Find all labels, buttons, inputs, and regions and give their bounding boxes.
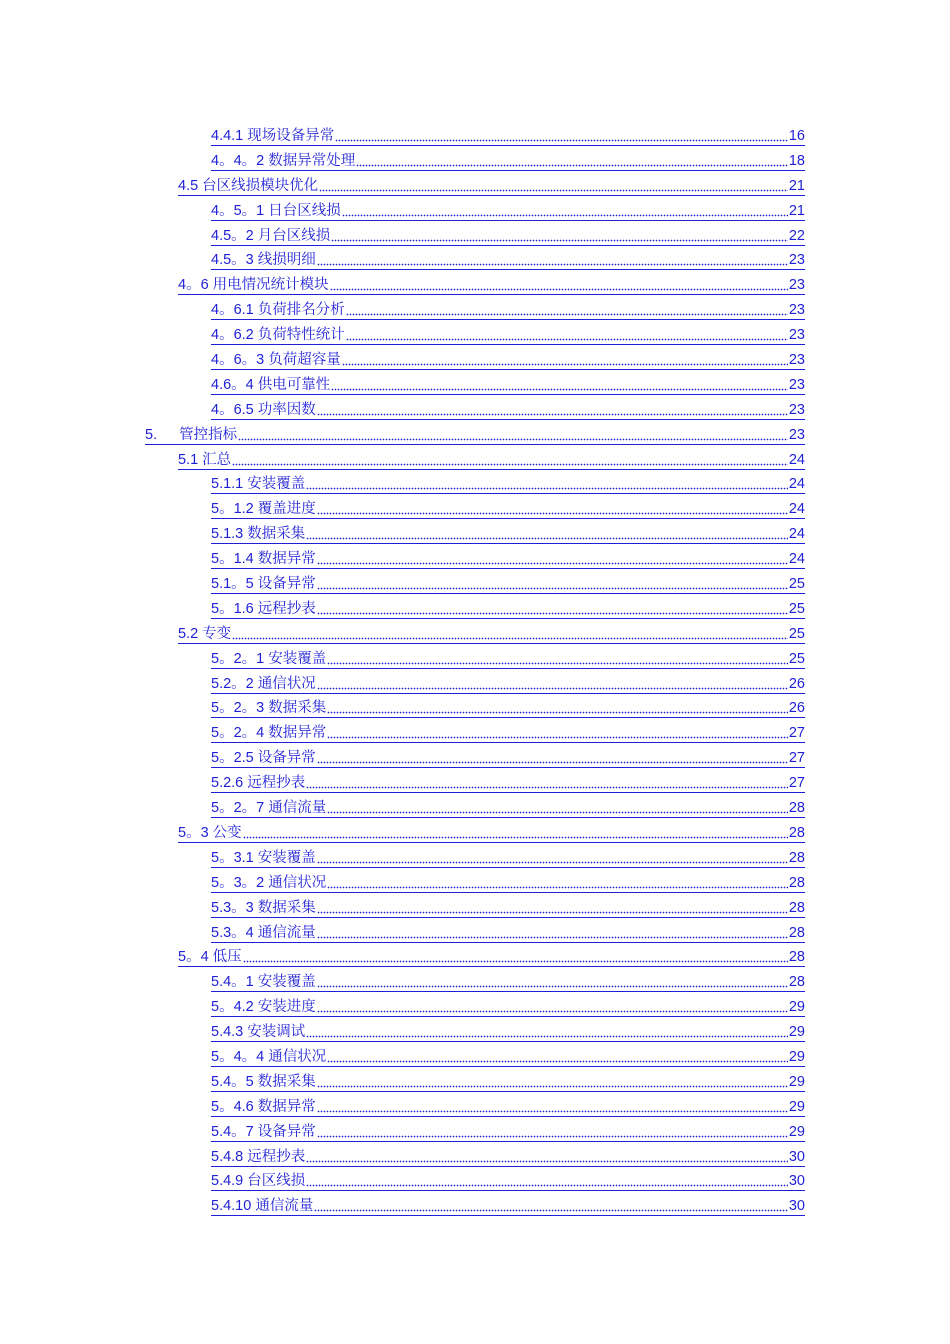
toc-entry-title <box>211 676 316 693</box>
toc-entry-link[interactable] <box>211 1097 805 1117</box>
toc-entry-link[interactable] <box>211 723 805 743</box>
toc-entry-link[interactable] <box>211 798 805 818</box>
toc-entry-title-text: 5.4.3 安装调试 <box>211 1024 306 1041</box>
toc-entry-link[interactable] <box>211 250 805 270</box>
toc-page-number: 25 <box>788 625 805 642</box>
toc-entry-link[interactable] <box>211 997 805 1017</box>
toc-entry <box>0 546 950 571</box>
toc-entry-title-text: 5。2。7 通信流量 <box>211 800 327 817</box>
toc-entry-link[interactable] <box>211 524 805 544</box>
toc-page-number: 29 <box>788 1098 805 1115</box>
toc-entry-title <box>211 228 330 245</box>
toc-dot-leader <box>314 1209 788 1212</box>
toc-page-number: 28 <box>788 924 805 941</box>
toc-entry <box>0 895 950 920</box>
toc-dot-leader <box>356 164 788 167</box>
toc-entry-title-text: 5.2。2 通信状况 <box>211 675 316 692</box>
toc-entry <box>0 571 950 596</box>
toc-entry-title-text: 5.1.1 安装覆盖 <box>211 476 306 493</box>
toc-dot-leader <box>331 239 788 242</box>
toc-page-number: 24 <box>788 501 805 518</box>
toc-entry-link[interactable] <box>178 624 805 644</box>
toc-entry-title-text: 4。5。1 日台区线损 <box>211 202 341 219</box>
toc-dot-leader <box>238 438 788 441</box>
toc-entry-link[interactable] <box>211 1122 805 1142</box>
toc-entry-link[interactable] <box>211 674 805 694</box>
toc-dot-leader <box>317 761 788 764</box>
toc-dot-leader <box>327 736 788 739</box>
toc-page-number: 28 <box>788 849 805 866</box>
toc-entry-title <box>211 352 341 369</box>
toc-entry-title-text: 4.5。3 线损明细 <box>211 252 316 269</box>
toc-entry-link[interactable] <box>178 275 805 295</box>
toc-entry-title-text: 5。2.5 设备异常 <box>211 750 316 767</box>
toc-entry-title <box>178 277 329 294</box>
toc-page-number: 21 <box>788 202 805 219</box>
toc-entry-title <box>211 501 316 518</box>
toc-entry-link[interactable] <box>211 1022 805 1042</box>
toc-page-number: 23 <box>788 352 805 369</box>
toc-entry-title <box>211 476 305 493</box>
toc-entry-title <box>211 1124 316 1141</box>
toc-page-number: 23 <box>788 252 805 269</box>
toc-entry <box>0 1193 950 1218</box>
toc-entry-link[interactable] <box>178 947 805 967</box>
toc-entry-link[interactable] <box>211 972 805 992</box>
toc-entry-link[interactable] <box>211 325 805 345</box>
toc-dot-leader <box>317 562 788 565</box>
toc-entry-title <box>178 949 242 966</box>
toc-entry-title <box>211 800 326 817</box>
toc-dot-leader <box>317 1010 788 1013</box>
toc-entry-title <box>211 402 316 419</box>
toc-entry <box>0 795 950 820</box>
toc-entry <box>0 845 950 870</box>
toc-page-number: 23 <box>788 277 805 294</box>
toc-entry-link[interactable] <box>211 375 805 395</box>
toc-entry-title <box>178 452 231 469</box>
toc-entry-link[interactable] <box>211 873 805 893</box>
toc-entry-title <box>211 700 326 717</box>
toc-entry-title <box>211 327 345 344</box>
toc-page-number: 22 <box>788 227 805 244</box>
toc-page-number: 30 <box>788 1173 805 1190</box>
toc-entry-title-text: 4.5 台区线损模块优化 <box>178 177 319 194</box>
toc-entry-title <box>211 302 345 319</box>
toc-dot-leader <box>317 936 788 939</box>
toc-page-number: 29 <box>788 1048 805 1065</box>
toc-entry <box>0 422 950 447</box>
toc-page-number: 21 <box>788 177 805 194</box>
toc-entry-link[interactable] <box>211 649 805 669</box>
toc-entry <box>0 745 950 770</box>
toc-entry-link[interactable] <box>211 499 805 519</box>
toc-entry <box>0 994 950 1019</box>
toc-entry-title-text: 5.3。4 通信流量 <box>211 924 316 941</box>
toc-entry-link[interactable] <box>211 1047 805 1067</box>
toc-entry <box>0 322 950 347</box>
toc-dot-leader <box>317 512 788 515</box>
toc-entry-title <box>211 128 334 145</box>
toc-entry-title <box>211 1198 313 1215</box>
toc-page-number: 27 <box>788 775 805 792</box>
toc-dot-leader <box>306 1160 788 1163</box>
toc-entry <box>0 770 950 795</box>
toc-dot-leader <box>317 1135 788 1138</box>
toc-dot-leader <box>317 263 788 266</box>
toc-entry-link[interactable] <box>211 574 805 594</box>
toc-dot-leader <box>317 861 788 864</box>
toc-entry-title <box>211 1099 316 1116</box>
toc-page-number: 24 <box>788 526 805 543</box>
toc-dot-leader <box>306 1035 788 1038</box>
toc-page-number: 24 <box>788 476 805 493</box>
toc-entry-title <box>211 974 316 991</box>
toc-entry <box>0 447 950 472</box>
toc-dot-leader <box>342 363 788 366</box>
toc-entry-title <box>211 1074 316 1091</box>
toc-entry-link[interactable] <box>211 898 805 918</box>
toc-entry-title-text: 5。4 低压 <box>178 949 242 966</box>
toc-entry <box>0 148 950 173</box>
toc-page-number: 29 <box>788 999 805 1016</box>
toc-entry-title-text: 5。4。4 通信状况 <box>211 1048 327 1065</box>
toc-entry-link[interactable] <box>211 599 805 619</box>
toc-entry-title-text: 5.2 专变 <box>178 625 232 642</box>
toc-entry <box>0 1168 950 1193</box>
toc-dot-leader <box>317 1110 788 1113</box>
toc-page-number: 25 <box>788 576 805 593</box>
toc-entry-title-text: 5。1.4 数据异常 <box>211 551 316 568</box>
toc-entry-title-text: 4。6.5 功率因数 <box>211 401 316 418</box>
toc-entry-title <box>211 252 316 269</box>
toc-entry-title-text: 5.1 汇总 <box>178 451 232 468</box>
toc-entry-title <box>211 601 316 618</box>
toc-entry <box>0 596 950 621</box>
toc-dot-leader <box>317 1085 788 1088</box>
toc-dot-leader <box>306 487 788 490</box>
toc-entry <box>0 372 950 397</box>
toc-entry <box>0 297 950 322</box>
toc-entry <box>0 173 950 198</box>
toc-entry <box>0 198 950 223</box>
toc-dot-leader <box>327 662 788 665</box>
toc-entry-link[interactable] <box>211 848 805 868</box>
toc-entry-link[interactable] <box>178 823 805 843</box>
toc-entry-title <box>211 750 316 767</box>
toc-entry-title-text: 5。2。1 安装覆盖 <box>211 650 327 667</box>
toc-entry-title <box>211 576 316 593</box>
toc-entry-title-text: 5.4。5 数据采集 <box>211 1073 316 1090</box>
toc-entry-link[interactable] <box>211 698 805 718</box>
toc-dot-leader <box>306 537 788 540</box>
toc-entry <box>0 496 950 521</box>
toc-page-number: 27 <box>788 725 805 742</box>
toc-entry-link[interactable] <box>211 474 805 494</box>
toc-entry-link[interactable] <box>145 425 805 445</box>
toc-page-number: 29 <box>788 1123 805 1140</box>
toc-entry-title-text: 5。1.2 覆盖进度 <box>211 501 316 518</box>
toc-entry-title-text: 4.4.1 现场设备异常 <box>211 128 335 144</box>
toc-entry <box>0 920 950 945</box>
toc-entry <box>0 870 950 895</box>
toc-entry-link[interactable] <box>211 773 805 793</box>
toc-entry-title <box>178 825 242 842</box>
toc-entry-title <box>211 551 316 568</box>
toc-dot-leader <box>243 836 788 839</box>
toc-entry <box>0 471 950 496</box>
toc-dot-leader <box>317 911 788 914</box>
toc-entry-link[interactable] <box>211 748 805 768</box>
toc-entry <box>0 944 950 969</box>
toc-entry <box>0 671 950 696</box>
toc-entry <box>0 621 950 646</box>
toc-entry-link[interactable] <box>211 1196 805 1216</box>
toc-entry <box>0 347 950 372</box>
toc-entry <box>0 1094 950 1119</box>
toc-entry-link[interactable] <box>211 400 805 420</box>
toc-page-number: 28 <box>788 800 805 817</box>
toc-entry-title <box>211 1149 305 1166</box>
toc-dot-leader <box>331 388 788 391</box>
toc-dot-leader <box>232 637 788 640</box>
toc-dot-leader <box>306 1184 788 1187</box>
toc-entry-number: 5. <box>145 426 158 443</box>
toc-entry-title <box>211 1049 326 1066</box>
toc-entry-link[interactable] <box>211 1171 805 1191</box>
toc-entry <box>0 272 950 297</box>
toc-dot-leader <box>327 1060 788 1063</box>
toc-entry-title-text: 5。3 公变 <box>178 824 242 841</box>
toc-page-number: 28 <box>788 874 805 891</box>
toc-entry <box>0 1119 950 1144</box>
toc-entry-title-text: 4.5。2 月台区线损 <box>211 227 331 244</box>
toc-entry <box>0 1044 950 1069</box>
toc-entry-title <box>145 427 237 444</box>
toc-entry-title <box>211 850 316 867</box>
toc-entry-link[interactable] <box>211 549 805 569</box>
toc-page-number: 23 <box>788 327 805 344</box>
toc-page-number: 23 <box>788 376 805 393</box>
toc-page-number: 16 <box>788 128 805 144</box>
toc-page-number: 28 <box>788 974 805 991</box>
toc-entry-title <box>211 1024 305 1041</box>
toc-entry-title-text: 5。3.1 安装覆盖 <box>211 849 316 866</box>
toc-entry-link[interactable] <box>211 1072 805 1092</box>
toc-entry-title-text: 5.2.6 远程抄表 <box>211 775 306 792</box>
toc-entry-title <box>211 1173 305 1190</box>
toc-entry-title-text: 4。4。2 数据异常处理 <box>211 152 356 169</box>
toc-entry <box>0 123 950 148</box>
toc-dot-leader <box>317 587 788 590</box>
toc-entry-title-text: 5.3。3 数据采集 <box>211 899 316 916</box>
toc-page-number: 29 <box>788 1024 805 1041</box>
toc-entry-title-text: 5.4.9 台区线损 <box>211 1173 306 1190</box>
table-of-contents <box>0 123 950 1218</box>
toc-entry <box>0 720 950 745</box>
toc-entry-title-text: 4。6.1 负荷排名分析 <box>211 302 345 319</box>
toc-entry-title-text: 4。6.2 负荷特性统计 <box>211 327 345 344</box>
toc-entry <box>0 646 950 671</box>
toc-entry-title <box>211 203 341 220</box>
toc-entry-title <box>211 651 326 668</box>
toc-entry-title <box>211 875 326 892</box>
toc-entry-title <box>211 377 330 394</box>
toc-entry <box>0 521 950 546</box>
toc-entry <box>0 247 950 272</box>
toc-dot-leader <box>317 612 788 615</box>
toc-dot-leader <box>317 413 788 416</box>
toc-entry-link[interactable] <box>211 126 805 146</box>
toc-entry-link[interactable] <box>211 201 805 221</box>
toc-entry <box>0 1144 950 1169</box>
toc-entry-title-text: 5.4。7 设备异常 <box>211 1123 316 1140</box>
toc-entry-title <box>178 626 231 643</box>
toc-dot-leader <box>346 313 788 316</box>
toc-entry <box>0 820 950 845</box>
toc-page-number: 24 <box>788 451 805 468</box>
toc-page-number: 28 <box>788 949 805 966</box>
toc-entry <box>0 1019 950 1044</box>
toc-page-number: 24 <box>788 551 805 568</box>
toc-page-number: 29 <box>788 1073 805 1090</box>
toc-entry-link[interactable] <box>211 226 805 246</box>
toc-entry-title <box>211 900 316 917</box>
toc-dot-leader <box>330 288 788 291</box>
toc-page-number: 28 <box>788 824 805 841</box>
toc-page-number: 23 <box>788 302 805 319</box>
toc-dot-leader <box>243 960 788 963</box>
toc-entry-link[interactable] <box>211 923 805 943</box>
toc-page-number: 26 <box>788 675 805 692</box>
toc-entry-title-text: 5。2。3 数据采集 <box>211 700 327 717</box>
toc-entry-title <box>211 925 316 942</box>
toc-entry <box>0 1069 950 1094</box>
toc-entry-title-text: 4。6。3 负荷超容量 <box>211 352 341 369</box>
toc-entry-title-text: 5.4.10 通信流量 <box>211 1198 314 1215</box>
toc-page-number: 28 <box>788 899 805 916</box>
toc-dot-leader <box>319 189 788 192</box>
toc-dot-leader <box>317 687 788 690</box>
toc-dot-leader <box>327 811 788 814</box>
toc-entry-title-text: 5.4。1 安装覆盖 <box>211 974 316 991</box>
toc-entry-title-text: 4。6 用电情况统计模块 <box>178 277 329 294</box>
toc-entry-link[interactable] <box>178 450 805 470</box>
toc-entry-title <box>211 725 326 742</box>
toc-entry-title-text: 4.6。4 供电可靠性 <box>211 376 331 393</box>
toc-dot-leader <box>306 786 788 789</box>
toc-dot-leader <box>327 711 788 714</box>
toc-dot-leader <box>335 139 788 142</box>
toc-entry-title-text: 管控指标 <box>179 426 238 443</box>
toc-entry-title-text: 5。1.6 远程抄表 <box>211 600 316 617</box>
toc-page-number: 18 <box>788 152 805 169</box>
toc-entry-link[interactable] <box>178 176 805 196</box>
toc-entry-title <box>211 526 305 543</box>
toc-entry-title-text: 5.1。5 设备异常 <box>211 576 316 593</box>
toc-page-number: 27 <box>788 750 805 767</box>
toc-page-number: 26 <box>788 700 805 717</box>
toc-entry-link[interactable] <box>211 1147 805 1167</box>
toc-dot-leader <box>317 985 788 988</box>
toc-page-number: 23 <box>788 401 805 418</box>
toc-entry-title-text: 5。4.6 数据异常 <box>211 1098 316 1115</box>
toc-entry-title-text: 5.1.3 数据采集 <box>211 526 306 543</box>
toc-entry <box>0 397 950 422</box>
toc-page-number: 30 <box>788 1148 805 1165</box>
toc-entry-title <box>211 153 355 170</box>
toc-dot-leader <box>232 463 788 466</box>
toc-entry-link[interactable] <box>211 151 805 171</box>
toc-entry-title <box>211 999 316 1016</box>
toc-entry <box>0 969 950 994</box>
toc-entry <box>0 695 950 720</box>
toc-entry <box>0 223 950 248</box>
toc-entry-link[interactable] <box>211 350 805 370</box>
toc-page-number: 30 <box>788 1198 805 1215</box>
toc-entry-link[interactable] <box>211 300 805 320</box>
toc-entry-title-text: 5。3。2 通信状况 <box>211 874 327 891</box>
toc-entry-title-text: 5。2。4 数据异常 <box>211 725 327 742</box>
toc-dot-leader <box>342 214 788 217</box>
toc-entry-title-text: 5。4.2 安装进度 <box>211 999 316 1016</box>
toc-page-number: 25 <box>788 600 805 617</box>
toc-dot-leader <box>346 338 788 341</box>
toc-page-number: 23 <box>788 426 805 443</box>
toc-dot-leader <box>327 886 788 889</box>
toc-page-number: 25 <box>788 650 805 667</box>
toc-entry-title-text: 5.4.8 远程抄表 <box>211 1148 306 1165</box>
toc-entry-title <box>178 178 318 195</box>
toc-entry-title <box>211 775 305 792</box>
